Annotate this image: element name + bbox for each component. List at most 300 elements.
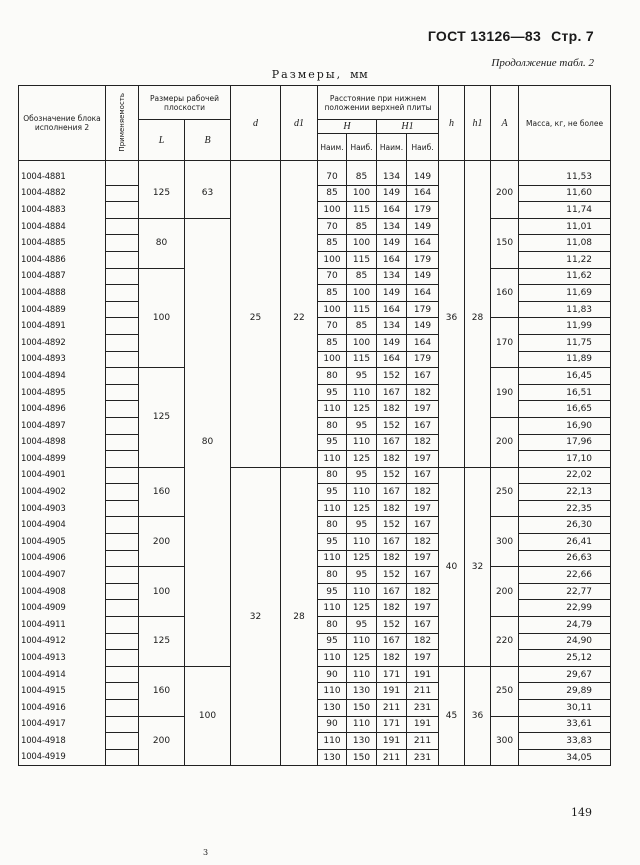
applicability-cell: [106, 633, 139, 650]
Hmin-cell: 70: [318, 318, 347, 335]
H1max-cell: 149: [407, 318, 439, 335]
designation-cell: 1004-4881: [19, 169, 106, 185]
dimensions-table: [18, 85, 611, 766]
Hmax-cell: 95: [347, 567, 377, 584]
mass-cell: 11,89: [519, 351, 611, 368]
H1min-cell: 164: [377, 351, 407, 368]
designation-cell: 1004-4912: [19, 633, 106, 650]
L-cell: 100: [139, 268, 185, 368]
H1max-cell: 211: [407, 683, 439, 700]
H1min-cell: 182: [377, 650, 407, 667]
applicability-cell: [106, 417, 139, 434]
h-cell: 40: [439, 467, 465, 666]
H1max-cell: 182: [407, 583, 439, 600]
H1min-cell: 164: [377, 251, 407, 268]
Hmin-cell: 85: [318, 334, 347, 351]
applicability-cell: [106, 285, 139, 302]
Hmin-cell: 85: [318, 285, 347, 302]
H1max-cell: 167: [407, 567, 439, 584]
Hmax-cell: 125: [347, 600, 377, 617]
H1max-cell: 167: [407, 467, 439, 484]
header-distance: Расстояние при нижнем положении верхней плиты: [318, 86, 439, 120]
applicability-label: Применяемость: [117, 92, 126, 152]
table-row: [19, 467, 611, 484]
A-cell: 160: [491, 268, 519, 318]
Hmax-cell: 110: [347, 716, 377, 733]
H1min-cell: 152: [377, 517, 407, 534]
H1max-cell: 197: [407, 401, 439, 418]
designation-cell: 1004-4883: [19, 202, 106, 219]
designation-cell: 1004-4897: [19, 417, 106, 434]
H1max-cell: 167: [407, 617, 439, 634]
Hmin-cell: 110: [318, 650, 347, 667]
spacer-row: [19, 161, 611, 170]
spacer-cell: [465, 161, 491, 170]
applicability-cell: [106, 467, 139, 484]
L-cell: 80: [139, 218, 185, 268]
header-H1: H1: [377, 120, 439, 134]
H1min-cell: 191: [377, 733, 407, 750]
H1min-cell: 182: [377, 401, 407, 418]
Hmin-cell: 110: [318, 500, 347, 517]
A-cell: 200: [491, 169, 519, 218]
A-cell: 200: [491, 567, 519, 617]
Hmin-cell: 90: [318, 666, 347, 683]
header-H1-max: Наиб.: [407, 134, 439, 161]
Hmax-cell: 85: [347, 318, 377, 335]
header-mass: Масса, кг, не более: [519, 86, 611, 161]
Hmin-cell: 130: [318, 749, 347, 766]
designation-cell: 1004-4903: [19, 500, 106, 517]
applicability-cell: [106, 384, 139, 401]
h-cell: 36: [439, 169, 465, 467]
sizes-unit: мм: [350, 68, 369, 81]
spacer-cell: [347, 161, 377, 170]
L-cell: 100: [139, 567, 185, 617]
applicability-cell: [106, 318, 139, 335]
B-cell: 63: [185, 169, 231, 218]
H1max-cell: 164: [407, 285, 439, 302]
applicability-cell: [106, 268, 139, 285]
page-number: 149: [571, 806, 592, 819]
applicability-cell: [106, 301, 139, 318]
spacer-cell: [106, 161, 139, 170]
Hmin-cell: 110: [318, 683, 347, 700]
sizes-caption: [0, 68, 640, 81]
header-L: L: [139, 120, 185, 161]
mass-cell: 26,63: [519, 550, 611, 567]
mass-cell: 16,51: [519, 384, 611, 401]
Hmax-cell: 95: [347, 467, 377, 484]
applicability-cell: [106, 550, 139, 567]
mass-cell: 22,13: [519, 484, 611, 501]
designation-cell: 1004-4898: [19, 434, 106, 451]
designation-cell: 1004-4906: [19, 550, 106, 567]
spacer-cell: [519, 161, 611, 170]
H1max-cell: 179: [407, 351, 439, 368]
H1min-cell: 149: [377, 185, 407, 202]
designation-cell: 1004-4893: [19, 351, 106, 368]
H1min-cell: 167: [377, 583, 407, 600]
H1min-cell: 211: [377, 700, 407, 717]
applicability-cell: [106, 683, 139, 700]
H1max-cell: 167: [407, 368, 439, 385]
H1max-cell: 167: [407, 517, 439, 534]
mass-cell: 33,83: [519, 733, 611, 750]
applicability-cell: [106, 351, 139, 368]
footer-mark: 3: [203, 848, 209, 857]
Hmin-cell: 90: [318, 716, 347, 733]
H1min-cell: 182: [377, 451, 407, 468]
Hmin-cell: 95: [318, 534, 347, 551]
Hmax-cell: 100: [347, 185, 377, 202]
applicability-cell: [106, 716, 139, 733]
Hmin-cell: 95: [318, 434, 347, 451]
header-H-min: Наим.: [318, 134, 347, 161]
mass-cell: 17,10: [519, 451, 611, 468]
applicability-cell: [106, 484, 139, 501]
designation-cell: 1004-4914: [19, 666, 106, 683]
Hmax-cell: 115: [347, 251, 377, 268]
mass-cell: 11,53: [519, 169, 611, 185]
header-plate-sizes: Размеры рабочей плоскости: [139, 86, 231, 120]
H1max-cell: 164: [407, 185, 439, 202]
applicability-cell: [106, 334, 139, 351]
Hmin-cell: 95: [318, 384, 347, 401]
Hmax-cell: 115: [347, 301, 377, 318]
Hmin-cell: 80: [318, 617, 347, 634]
header-A: A: [491, 86, 519, 161]
applicability-cell: [106, 600, 139, 617]
H1max-cell: 231: [407, 749, 439, 766]
H1min-cell: 182: [377, 550, 407, 567]
H1min-cell: 152: [377, 467, 407, 484]
mass-cell: 16,90: [519, 417, 611, 434]
H1min-cell: 182: [377, 600, 407, 617]
Hmax-cell: 125: [347, 650, 377, 667]
H1min-cell: 149: [377, 235, 407, 252]
sizes-title: Размеры,: [271, 68, 343, 81]
designation-cell: 1004-4886: [19, 251, 106, 268]
A-cell: 200: [491, 417, 519, 467]
H1max-cell: 182: [407, 434, 439, 451]
H1min-cell: 149: [377, 334, 407, 351]
spacer-cell: [231, 161, 281, 170]
designation-cell: 1004-4894: [19, 368, 106, 385]
spacer-cell: [407, 161, 439, 170]
H1min-cell: 211: [377, 749, 407, 766]
spacer-cell: [139, 161, 185, 170]
Hmin-cell: 70: [318, 268, 347, 285]
applicability-cell: [106, 517, 139, 534]
H1min-cell: 191: [377, 683, 407, 700]
applicability-cell: [106, 451, 139, 468]
applicability-cell: [106, 185, 139, 202]
applicability-cell: [106, 169, 139, 185]
Hmax-cell: 125: [347, 550, 377, 567]
Hmax-cell: 100: [347, 334, 377, 351]
designation-cell: 1004-4892: [19, 334, 106, 351]
standard-number: ГОСТ 13126—83: [427, 28, 542, 44]
mass-cell: 11,69: [519, 285, 611, 302]
mass-cell: 11,74: [519, 202, 611, 219]
applicability-cell: [106, 500, 139, 517]
H1min-cell: 182: [377, 500, 407, 517]
H1max-cell: 164: [407, 334, 439, 351]
designation-cell: 1004-4887: [19, 268, 106, 285]
Hmin-cell: 100: [318, 251, 347, 268]
table-row: [19, 169, 611, 185]
H1min-cell: 171: [377, 716, 407, 733]
H1min-cell: 171: [377, 666, 407, 683]
Hmin-cell: 95: [318, 633, 347, 650]
designation-cell: 1004-4913: [19, 650, 106, 667]
Hmax-cell: 110: [347, 484, 377, 501]
H1min-cell: 167: [377, 633, 407, 650]
H1max-cell: 167: [407, 417, 439, 434]
H1max-cell: 191: [407, 666, 439, 683]
mass-cell: 22,77: [519, 583, 611, 600]
designation-cell: 1004-4905: [19, 534, 106, 551]
designation-cell: 1004-4907: [19, 567, 106, 584]
H1max-cell: 179: [407, 251, 439, 268]
Hmax-cell: 85: [347, 218, 377, 235]
applicability-cell: [106, 700, 139, 717]
mass-cell: 25,12: [519, 650, 611, 667]
H1min-cell: 134: [377, 218, 407, 235]
continuation-note: Продолжение табл. 2: [491, 57, 594, 69]
designation-cell: 1004-4901: [19, 467, 106, 484]
mass-cell: 17,96: [519, 434, 611, 451]
H1min-cell: 134: [377, 318, 407, 335]
mass-cell: 26,41: [519, 534, 611, 551]
mass-cell: 22,35: [519, 500, 611, 517]
applicability-cell: [106, 650, 139, 667]
mass-cell: 11,99: [519, 318, 611, 335]
H1max-cell: 149: [407, 218, 439, 235]
designation-cell: 1004-4911: [19, 617, 106, 634]
applicability-cell: [106, 567, 139, 584]
L-cell: 160: [139, 467, 185, 517]
H1min-cell: 152: [377, 368, 407, 385]
applicability-cell: [106, 534, 139, 551]
Hmin-cell: 95: [318, 583, 347, 600]
mass-cell: 24,79: [519, 617, 611, 634]
Hmax-cell: 95: [347, 617, 377, 634]
Hmin-cell: 80: [318, 517, 347, 534]
spacer-cell: [281, 161, 318, 170]
designation-cell: 1004-4889: [19, 301, 106, 318]
applicability-cell: [106, 251, 139, 268]
H1min-cell: 167: [377, 434, 407, 451]
mass-cell: 24,90: [519, 633, 611, 650]
Hmax-cell: 150: [347, 749, 377, 766]
header-applicability: [106, 86, 139, 161]
A-cell: 220: [491, 617, 519, 667]
H1min-cell: 134: [377, 169, 407, 185]
applicability-cell: [106, 368, 139, 385]
H1max-cell: 197: [407, 500, 439, 517]
Hmax-cell: 110: [347, 633, 377, 650]
Hmin-cell: 130: [318, 700, 347, 717]
Hmax-cell: 110: [347, 434, 377, 451]
A-cell: 190: [491, 368, 519, 418]
spacer-cell: [19, 161, 106, 170]
Hmax-cell: 100: [347, 235, 377, 252]
h1-cell: 32: [465, 467, 491, 666]
header-H: H: [318, 120, 377, 134]
Hmax-cell: 95: [347, 517, 377, 534]
H1max-cell: 164: [407, 235, 439, 252]
mass-cell: 11,60: [519, 185, 611, 202]
page-label: Стр. 7: [551, 28, 594, 44]
designation-cell: 1004-4916: [19, 700, 106, 717]
H1max-cell: 182: [407, 534, 439, 551]
L-cell: 125: [139, 368, 185, 468]
applicability-cell: [106, 617, 139, 634]
Hmin-cell: 80: [318, 567, 347, 584]
header-designation: Обозначение блока исполнения 2: [19, 86, 106, 161]
mass-cell: 16,65: [519, 401, 611, 418]
spacer-cell: [377, 161, 407, 170]
applicability-cell: [106, 434, 139, 451]
Hmax-cell: 130: [347, 683, 377, 700]
header-d: d: [231, 86, 281, 161]
A-cell: 170: [491, 318, 519, 368]
H1min-cell: 164: [377, 202, 407, 219]
designation-cell: 1004-4896: [19, 401, 106, 418]
mass-cell: 34,05: [519, 749, 611, 766]
spacer-cell: [318, 161, 347, 170]
Hmax-cell: 125: [347, 451, 377, 468]
A-cell: 300: [491, 517, 519, 567]
B-cell: 100: [185, 666, 231, 766]
applicability-cell: [106, 202, 139, 219]
designation-cell: 1004-4917: [19, 716, 106, 733]
Hmin-cell: 110: [318, 733, 347, 750]
H1min-cell: 152: [377, 567, 407, 584]
header-d1: d1: [281, 86, 318, 161]
H1max-cell: 179: [407, 202, 439, 219]
header-H1-min: Наим.: [377, 134, 407, 161]
applicability-cell: [106, 733, 139, 750]
applicability-cell: [106, 401, 139, 418]
header-B: B: [185, 120, 231, 161]
H1min-cell: 167: [377, 384, 407, 401]
table-body: [19, 161, 611, 766]
Hmax-cell: 125: [347, 500, 377, 517]
H1min-cell: 149: [377, 285, 407, 302]
H1max-cell: 149: [407, 169, 439, 185]
A-cell: 250: [491, 467, 519, 517]
L-cell: 200: [139, 716, 185, 766]
designation-cell: 1004-4909: [19, 600, 106, 617]
mass-cell: 29,67: [519, 666, 611, 683]
h-cell: 45: [439, 666, 465, 766]
d-cell: 25: [231, 169, 281, 467]
designation-cell: 1004-4888: [19, 285, 106, 302]
applicability-cell: [106, 218, 139, 235]
H1max-cell: 182: [407, 633, 439, 650]
H1max-cell: 197: [407, 600, 439, 617]
mass-cell: 11,08: [519, 235, 611, 252]
designation-cell: 1004-4915: [19, 683, 106, 700]
Hmax-cell: 95: [347, 417, 377, 434]
H1max-cell: 149: [407, 268, 439, 285]
H1max-cell: 211: [407, 733, 439, 750]
H1max-cell: 197: [407, 650, 439, 667]
mass-cell: 22,99: [519, 600, 611, 617]
mass-cell: 11,75: [519, 334, 611, 351]
Hmin-cell: 85: [318, 235, 347, 252]
Hmax-cell: 115: [347, 202, 377, 219]
mass-cell: 16,45: [519, 368, 611, 385]
header-H-max: Наиб.: [347, 134, 377, 161]
L-cell: 125: [139, 617, 185, 667]
designation-cell: 1004-4918: [19, 733, 106, 750]
H1max-cell: 191: [407, 716, 439, 733]
designation-cell: 1004-4908: [19, 583, 106, 600]
spacer-cell: [439, 161, 465, 170]
Hmin-cell: 70: [318, 218, 347, 235]
designation-cell: 1004-4904: [19, 517, 106, 534]
Hmax-cell: 85: [347, 169, 377, 185]
H1max-cell: 182: [407, 484, 439, 501]
H1max-cell: 182: [407, 384, 439, 401]
mass-cell: 22,02: [519, 467, 611, 484]
H1min-cell: 164: [377, 301, 407, 318]
mass-cell: 11,22: [519, 251, 611, 268]
Hmax-cell: 110: [347, 583, 377, 600]
mass-cell: 29,89: [519, 683, 611, 700]
Hmax-cell: 115: [347, 351, 377, 368]
h1-cell: 36: [465, 666, 491, 766]
L-cell: 125: [139, 169, 185, 218]
designation-cell: 1004-4899: [19, 451, 106, 468]
designation-cell: 1004-4919: [19, 749, 106, 766]
Hmin-cell: 110: [318, 600, 347, 617]
Hmin-cell: 100: [318, 351, 347, 368]
mass-cell: 30,11: [519, 700, 611, 717]
Hmax-cell: 95: [347, 368, 377, 385]
A-cell: 150: [491, 218, 519, 268]
Hmax-cell: 110: [347, 666, 377, 683]
L-cell: 200: [139, 517, 185, 567]
A-cell: 300: [491, 716, 519, 766]
Hmin-cell: 80: [318, 368, 347, 385]
applicability-cell: [106, 235, 139, 252]
mass-cell: 22,66: [519, 567, 611, 584]
H1min-cell: 167: [377, 484, 407, 501]
designation-cell: 1004-4884: [19, 218, 106, 235]
spacer-cell: [185, 161, 231, 170]
Hmin-cell: 110: [318, 451, 347, 468]
spacer-cell: [491, 161, 519, 170]
H1max-cell: 231: [407, 700, 439, 717]
A-cell: 250: [491, 666, 519, 716]
mass-cell: 11,83: [519, 301, 611, 318]
H1max-cell: 179: [407, 301, 439, 318]
L-cell: 160: [139, 666, 185, 716]
mass-cell: 33,61: [519, 716, 611, 733]
h1-cell: 28: [465, 169, 491, 467]
Hmax-cell: 130: [347, 733, 377, 750]
mass-cell: 26,30: [519, 517, 611, 534]
designation-cell: 1004-4891: [19, 318, 106, 335]
header-h: h: [439, 86, 465, 161]
H1min-cell: 152: [377, 417, 407, 434]
Hmax-cell: 85: [347, 268, 377, 285]
